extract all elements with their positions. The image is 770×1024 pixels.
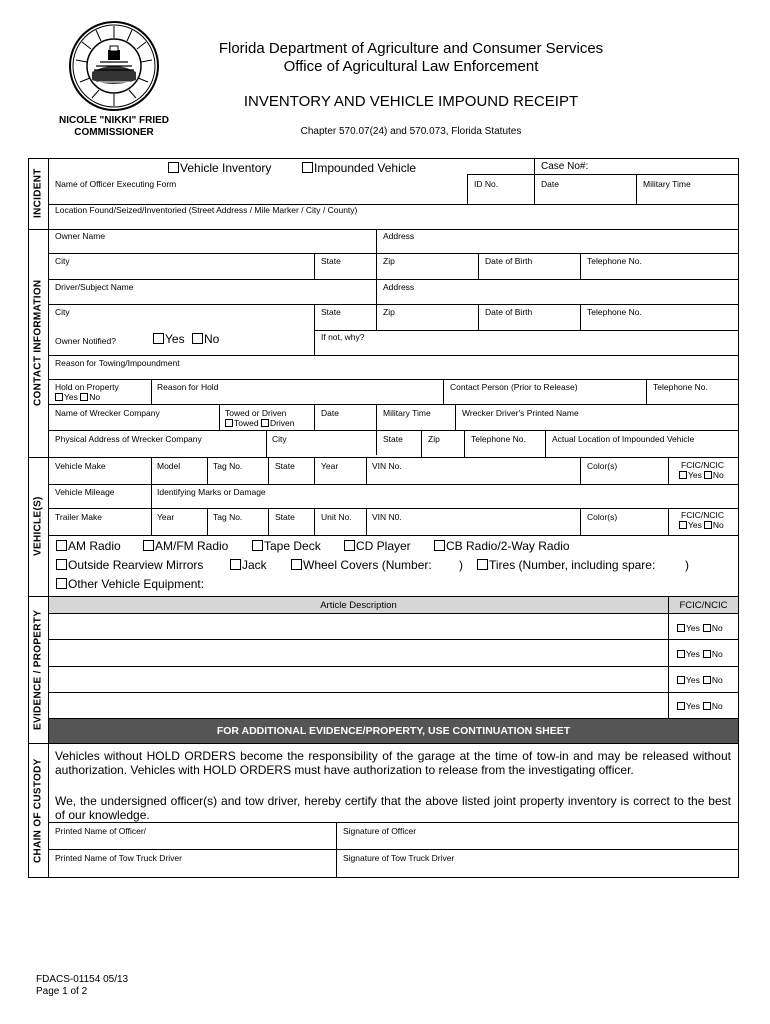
checkbox[interactable] [677,676,685,684]
vehicle-fcic-label: FCIC/NCIC [681,460,724,470]
vehicle-year-field[interactable]: Year [321,461,339,471]
section-label-contact: CONTACT INFORMATION [32,279,44,407]
commissioner-block [44,115,184,139]
am-fm-radio-label: AM/FM Radio [155,539,229,553]
section-divider [28,457,739,458]
cell-divider [314,404,315,430]
owner-notified-label: Owner Notified? [55,336,116,346]
am-fm-radio-checkbox[interactable] [143,539,228,553]
section-label-custody: CHAIN OF CUSTODY [32,758,44,863]
trailer-year-field[interactable]: Year [157,512,175,522]
tape-deck-label: Tape Deck [264,539,321,553]
yes-label: Yes [686,701,700,711]
no-label: No [711,623,723,633]
cell-divider [268,508,269,535]
tires-label: Tires (Number, including spare: [489,558,656,572]
cell-divider [668,596,669,718]
cell-divider [580,304,581,330]
checkbox[interactable] [703,650,711,658]
cell-divider [478,304,479,330]
vehicle-make-field[interactable]: Vehicle Make [55,461,106,471]
owner-state-field[interactable]: State [321,256,341,266]
owner-zip-field[interactable]: Zip [383,256,395,266]
wrecker-state-field[interactable]: State [383,434,403,444]
reason-towing-field[interactable]: Reason for Towing/Impoundment [55,358,180,368]
cell-divider [366,508,367,535]
form-footer [36,974,128,998]
page-number: Page 1 of 2 [36,986,88,997]
checkbox[interactable] [434,540,445,551]
cb-radio-label: CB Radio/2-Way Radio [446,539,570,553]
cell-divider [314,253,315,279]
wrecker-time-field[interactable]: Military Time [383,408,431,418]
officer-printed-name-field[interactable]: Printed Name of Officer/ [55,826,147,836]
row-divider [314,330,739,331]
cell-divider [668,508,669,535]
other-equipment-label: Other Vehicle Equipment: [68,577,205,591]
trailer-color-field[interactable]: Color(s) [587,512,618,522]
commissioner-title: COMMISSIONER [74,127,154,138]
vehicle-color-field[interactable]: Color(s) [587,461,618,471]
checkbox[interactable] [703,702,711,710]
no-label: No [711,649,723,659]
driven-label: Driven [269,418,295,428]
cell-divider [314,457,315,484]
certification-statement: We, the undersigned officer(s) and tow driver, hereby certify that the above listed joint property inventory is correct to the best of our knowledge. [55,794,731,822]
no-label: No [89,392,101,402]
jack-label: Jack [242,558,267,572]
commissioner-name: NICOLE "NIKKI" FRIED [58,115,170,126]
yes-label: Yes [686,649,700,659]
cell-divider [219,404,220,430]
checkbox[interactable] [677,650,685,658]
driver-state-field[interactable]: State [321,307,341,317]
mirrors-checkbox[interactable] [56,558,203,572]
evidence-fcic-header: FCIC/NCIC [679,600,728,611]
cell-divider [207,508,208,535]
yes-label: Yes [64,392,78,402]
vehicle-tag-field[interactable]: Tag No. [213,461,243,471]
vehicle-model-field[interactable]: Model [157,461,181,471]
cell-divider [646,379,647,404]
contact-telephone-field[interactable]: Telephone No. [653,382,708,392]
trailer-tag-field[interactable]: Tag No. [213,512,243,522]
checkbox[interactable] [703,624,711,632]
cd-player-label: CD Player [356,539,411,553]
cell-divider [151,379,152,404]
checkbox[interactable] [192,333,203,344]
wrecker-city-field[interactable]: City [272,434,287,444]
driver-address-field[interactable]: Address [383,282,415,292]
towed-driven-checkboxes[interactable] [225,418,295,428]
cell-divider [668,457,669,484]
article-description-header: Article Description [320,600,397,611]
checkbox[interactable] [291,559,302,570]
cell-divider [545,430,546,457]
vehicle-state-field[interactable]: State [275,461,295,471]
owner-notified-yes[interactable] [153,332,185,346]
location-field[interactable]: Location Found/Seized/Inventoried (Street Address / Mile Marker / City / County) [55,205,358,215]
checkbox[interactable] [344,540,355,551]
wheel-covers-close: ) [459,558,463,572]
hold-yes-no[interactable] [55,392,100,402]
wrecker-driver-field[interactable]: Wrecker Driver's Printed Name [462,408,579,418]
cell-divider [464,430,465,457]
wheel-covers-checkbox[interactable] [291,558,432,572]
officer-name-field[interactable]: Name of Officer Executing Form [55,179,177,189]
impounded-vehicle-label: Impounded Vehicle [314,161,417,175]
trailer-unit-field[interactable]: Unit No. [321,512,352,522]
identifying-marks-field[interactable]: Identifying Marks or Damage [157,487,266,497]
vehicle-mileage-field[interactable]: Vehicle Mileage [55,487,115,497]
yes-label: Yes [688,520,702,530]
florida-agriculture-seal-icon [68,20,160,112]
owner-name-field[interactable]: Owner Name [55,231,106,241]
am-radio-checkbox[interactable] [56,539,121,553]
checkbox[interactable] [704,471,712,479]
cell-divider [366,457,367,484]
row-divider [48,613,739,614]
driver-printed-name-field[interactable]: Printed Name of Tow Truck Driver [55,853,182,863]
row-divider [48,253,739,254]
evidence-row-4-fcic[interactable] [677,701,723,711]
driver-name-field[interactable]: Driver/Subject Name [55,282,134,292]
date-field[interactable]: Date [541,179,559,189]
row-divider [48,279,739,280]
towed-or-driven-label: Towed or Driven [225,408,287,418]
row-divider [48,692,739,693]
wrecker-zip-field[interactable]: Zip [428,434,440,444]
if-not-why-field[interactable]: If not, why? [321,332,365,342]
trailer-make-field[interactable]: Trailer Make [55,512,102,522]
cb-radio-checkbox[interactable] [434,539,570,553]
row-divider [48,430,739,431]
cell-divider [151,484,152,508]
cell-divider [266,430,267,457]
military-time-field[interactable]: Military Time [643,179,691,189]
row-divider [48,304,739,305]
cell-divider [478,253,479,279]
am-radio-label: AM Radio [68,539,121,553]
cell-divider [580,508,581,535]
section-label-evidence: EVIDENCE / PROPERTY [32,609,44,730]
cell-divider [580,253,581,279]
cell-divider [151,457,152,484]
trailer-fcic-label: FCIC/NCIC [681,510,724,520]
row-divider [48,355,739,356]
cell-divider [455,404,456,430]
statute-reference: Chapter 570.07(24) and 570.073, Florida Statutes [300,126,522,137]
cell-divider [467,174,468,204]
no-label: No [712,520,724,530]
impound-location-field[interactable]: Actual Location of Impounded Vehicle [552,434,695,444]
wrecker-date-field[interactable]: Date [321,408,339,418]
vehicle-inventory-label: Vehicle Inventory [180,161,272,175]
row-divider [48,666,739,667]
checkbox[interactable] [80,393,88,401]
wrecker-address-field[interactable]: Physical Address of Wrecker Company [55,434,202,444]
tires-checkbox[interactable] [477,558,655,572]
checkbox[interactable] [153,333,164,344]
owner-notified-no[interactable] [192,332,219,346]
checkbox[interactable] [230,559,241,570]
driver-telephone-field[interactable]: Telephone No. [587,307,642,317]
cell-divider [268,457,269,484]
cell-divider [336,822,337,878]
no-label: No [711,675,723,685]
row-divider [48,639,739,640]
hold-orders-notice: Vehicles without HOLD ORDERS become the responsibility of the garage at the time of tow-in and may be released without authorization. Vehicles with HOLD ORDERS must have authorization to release from the investigating officer. [55,749,731,777]
checkbox[interactable] [56,540,67,551]
wrecker-company-field[interactable]: Name of Wrecker Company [55,408,160,418]
checkbox[interactable] [168,162,179,173]
yes-label: Yes [165,332,185,346]
row-divider [48,849,739,850]
yes-label: Yes [686,675,700,685]
driver-city-field[interactable]: City [55,307,70,317]
checkbox[interactable] [477,559,488,570]
checkbox[interactable] [225,419,233,427]
cell-divider [636,174,637,204]
cell-divider [314,508,315,535]
cd-player-checkbox[interactable] [344,539,411,553]
no-label: No [711,701,723,711]
no-label: No [712,470,724,480]
evidence-row-1-fcic[interactable] [677,623,723,633]
wrecker-telephone-field[interactable]: Telephone No. [471,434,526,444]
section-divider [28,743,739,744]
tape-deck-checkbox[interactable] [252,539,321,553]
trailer-fcic-yes-no[interactable] [679,520,724,530]
form-number: FDACS-01154 05/13 [36,974,129,985]
tires-close: ) [685,558,689,572]
checkbox[interactable] [143,540,154,551]
checkbox[interactable] [679,471,687,479]
checkbox[interactable] [703,676,711,684]
section-label-vehicles: VEHICLE(S) [32,496,44,557]
driver-dob-field[interactable]: Date of Birth [485,307,533,317]
cell-divider [580,457,581,484]
case-number-field[interactable]: Case No#: [541,161,589,172]
agency-heading [196,40,626,76]
driver-zip-field[interactable]: Zip [383,307,395,317]
cell-divider [443,379,444,404]
owner-dob-field[interactable]: Date of Birth [485,256,533,266]
checkbox[interactable] [677,624,685,632]
no-label: No [204,332,220,346]
checkbox[interactable] [677,702,685,710]
checkbox[interactable] [704,521,712,529]
cell-divider [207,457,208,484]
checkbox[interactable] [56,559,67,570]
owner-telephone-field[interactable]: Telephone No. [587,256,642,266]
wheel-covers-label: Wheel Covers (Number: [303,558,432,572]
checkbox[interactable] [679,521,687,529]
yes-label: Yes [686,623,700,633]
jack-checkbox[interactable] [230,558,267,572]
evidence-row-2-fcic[interactable] [677,649,723,659]
other-equipment-checkbox[interactable] [56,577,204,591]
row-divider [48,822,739,823]
yes-label: Yes [688,470,702,480]
owner-address-field[interactable]: Address [383,231,415,241]
evidence-row-3-fcic[interactable] [677,675,723,685]
impounded-vehicle-checkbox[interactable] [302,161,416,175]
checkbox[interactable] [252,540,263,551]
section-label-incident: INCIDENT [32,168,44,219]
owner-city-field[interactable]: City [55,256,70,266]
checkbox[interactable] [55,393,63,401]
cell-divider [421,430,422,457]
vehicle-inventory-checkbox[interactable] [168,161,271,175]
section-divider [28,229,739,230]
cell-divider [534,158,535,204]
trailer-vin-field[interactable]: VIN N0. [372,512,402,522]
towed-label: Towed [234,418,259,428]
checkbox[interactable] [302,162,313,173]
mirrors-label: Outside Rearview Mirrors [68,558,204,572]
id-number-field[interactable]: ID No. [474,179,499,189]
checkbox[interactable] [56,578,67,589]
reason-for-hold-field[interactable]: Reason for Hold [157,382,219,392]
office-name: Office of Agricultural Law Enforcement [283,58,539,75]
cell-divider [151,508,152,535]
agency-name: Florida Department of Agriculture and Consumer Services [218,40,604,57]
continuation-sheet-banner: FOR ADDITIONAL EVIDENCE/PROPERTY, USE CONTINUATION SHEET [49,719,738,743]
checkbox[interactable] [261,419,269,427]
cell-divider [467,174,534,175]
row-divider [48,535,739,536]
trailer-state-field[interactable]: State [275,512,295,522]
hold-on-property-label: Hold on Property [55,382,119,392]
form-title: INVENTORY AND VEHICLE IMPOUND RECEIPT [243,93,579,110]
section-column-divider [48,158,49,878]
vehicle-vin-field[interactable]: VIN No. [372,461,402,471]
row-divider [48,404,739,405]
driver-signature-field[interactable]: Signature of Tow Truck Driver [343,853,455,863]
contact-person-field[interactable]: Contact Person (Prior to Release) [450,382,578,392]
officer-signature-field[interactable]: Signature of Officer [343,826,417,836]
vehicle-fcic-yes-no[interactable] [679,470,724,480]
